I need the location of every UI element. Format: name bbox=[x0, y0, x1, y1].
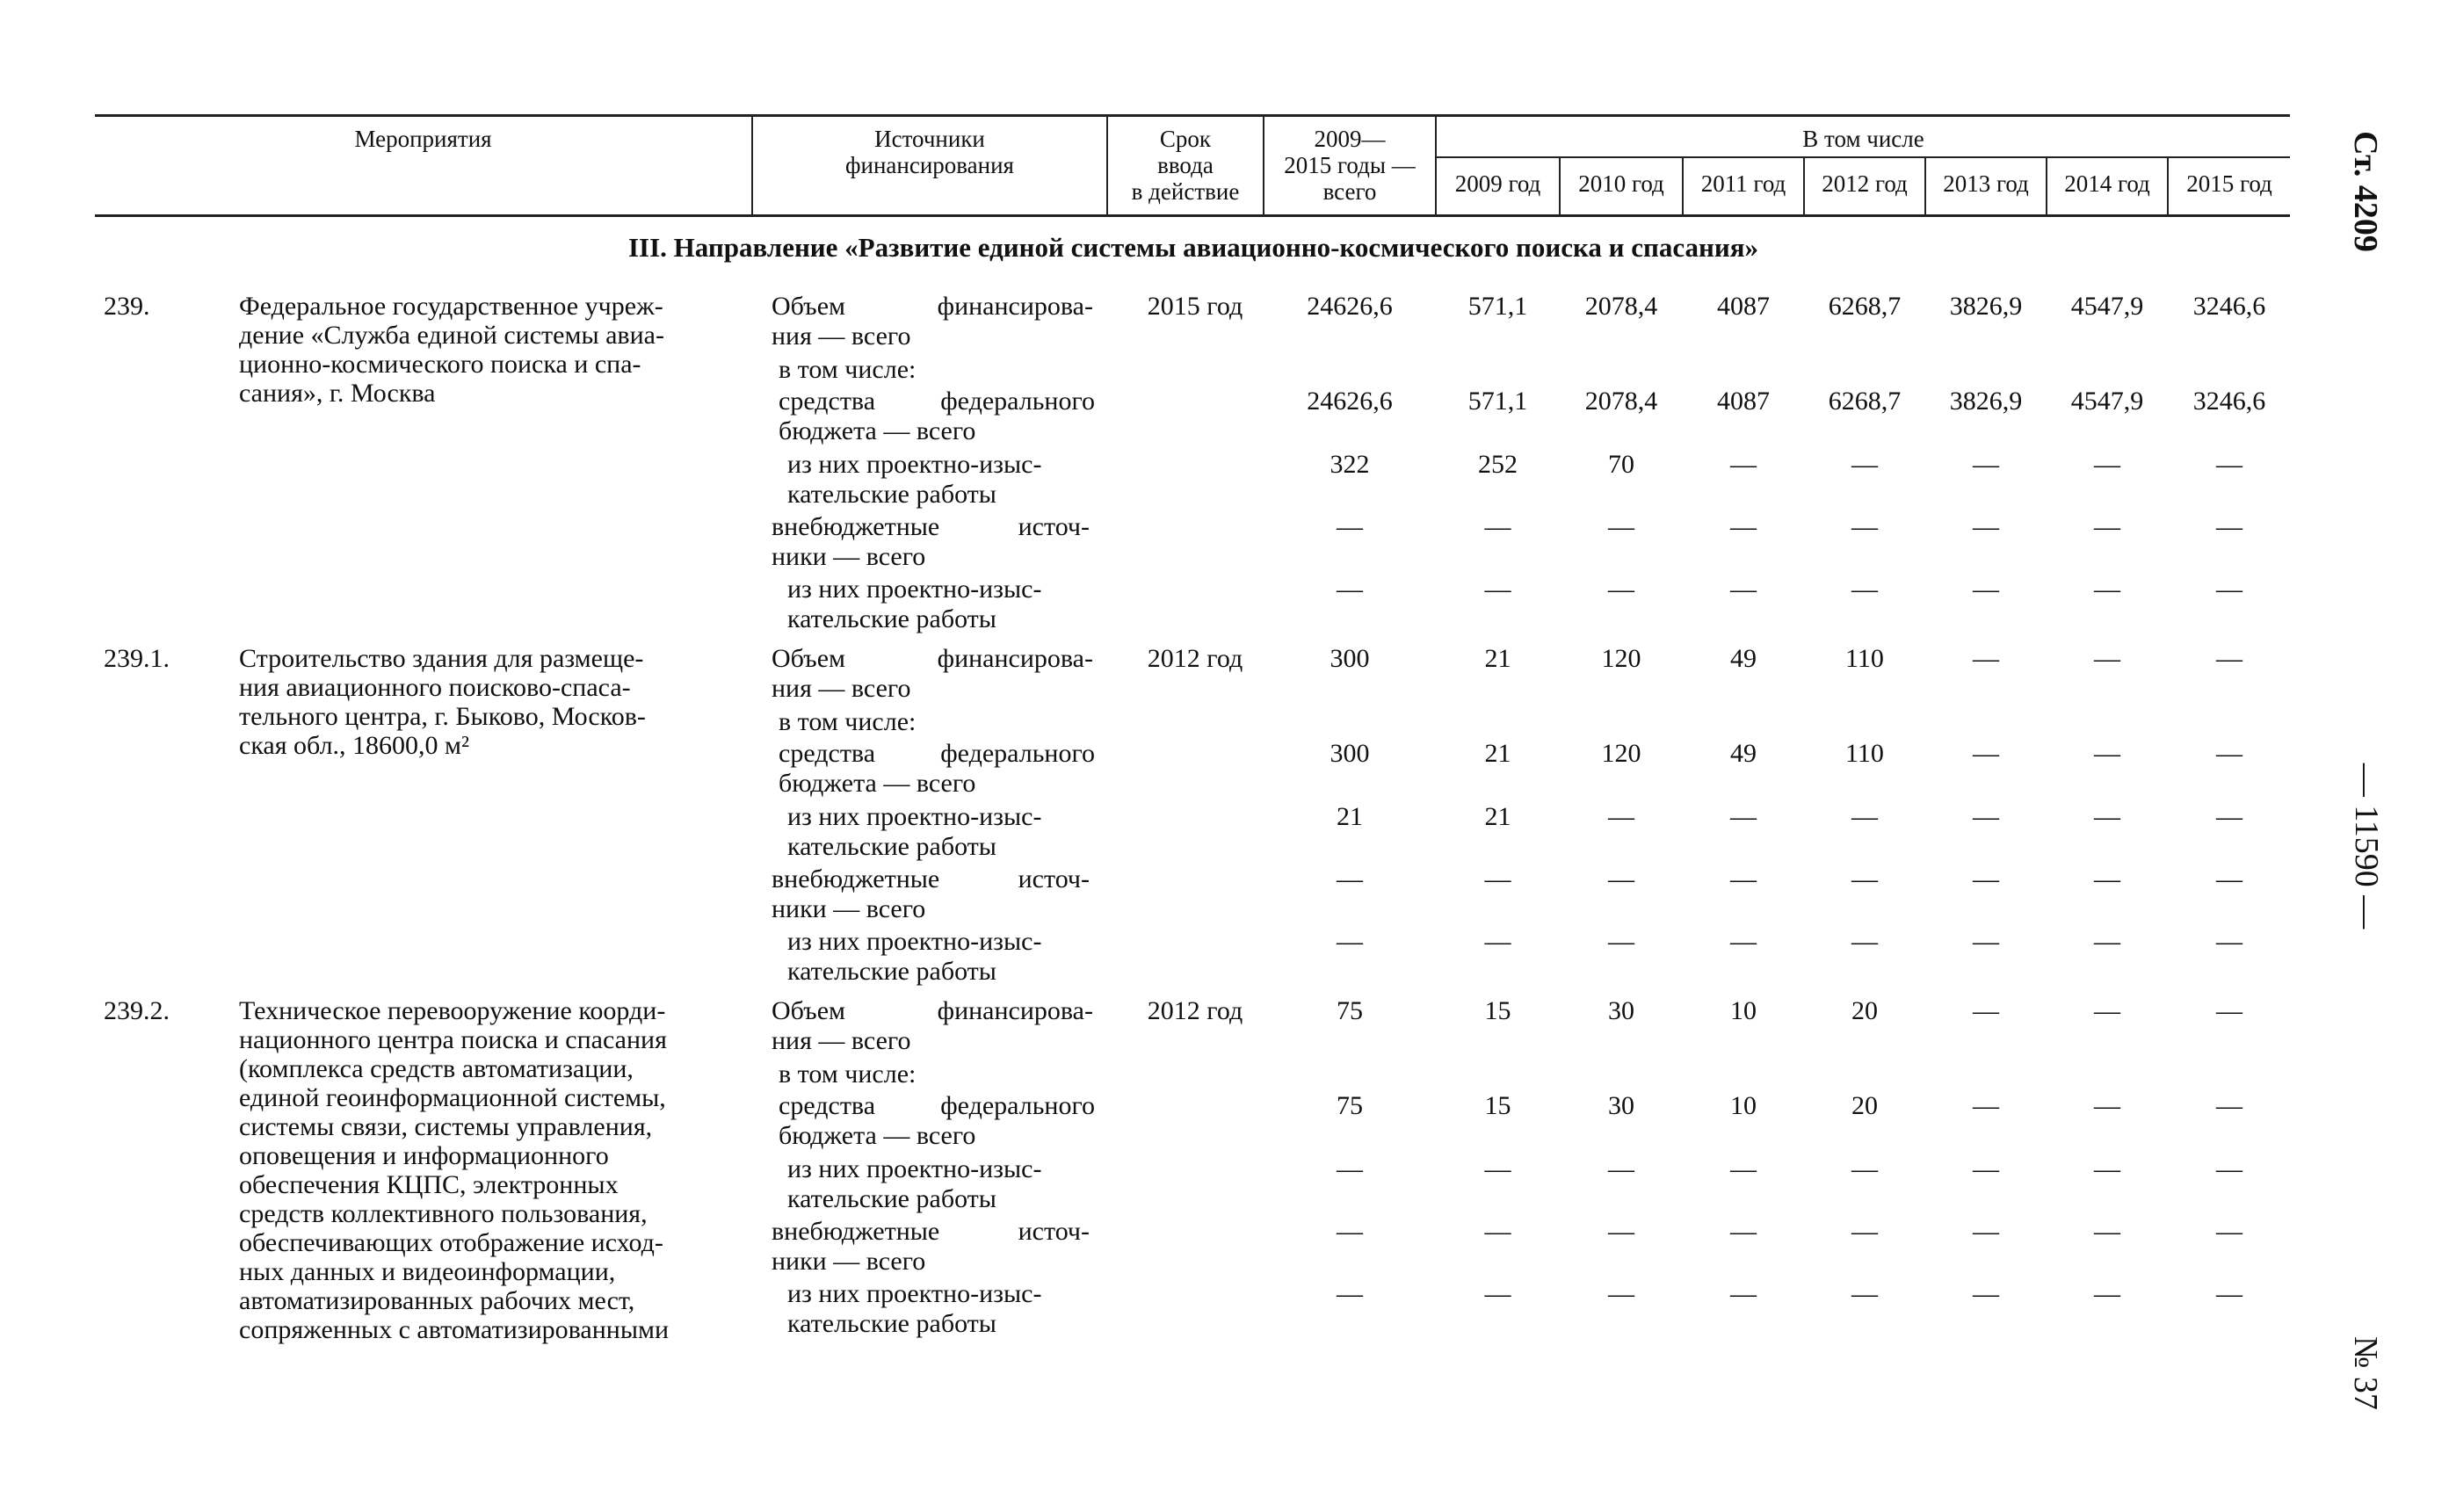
value-2014: — bbox=[2094, 1217, 2120, 1246]
value-2013: 3826,9 bbox=[1949, 387, 2023, 416]
label-line: бюджета — всего bbox=[779, 769, 976, 798]
value-2011: — bbox=[1730, 1217, 1757, 1246]
value-2010: 120 bbox=[1601, 739, 1641, 768]
value-2011: 49 bbox=[1730, 739, 1757, 768]
description-line: Техническое перевооружение коорди- bbox=[239, 996, 666, 1025]
value-2012: 110 bbox=[1845, 739, 1884, 768]
header-term-line: в действие bbox=[1131, 178, 1240, 205]
label-line: кательские работы bbox=[787, 604, 996, 633]
value-2015: — bbox=[2216, 575, 2243, 604]
value-2013: — bbox=[1973, 739, 1999, 768]
value-2010: — bbox=[1608, 575, 1634, 604]
item-term: 2015 год bbox=[1147, 292, 1243, 321]
header-term-line: Срок bbox=[1159, 126, 1212, 152]
description-line: автоматизированных рабочих мест, bbox=[239, 1286, 635, 1315]
label-part: Объем bbox=[772, 996, 845, 1025]
value-2013: — bbox=[1973, 644, 1999, 673]
label-line: ники — всего bbox=[772, 894, 926, 923]
label-line: ники — всего bbox=[772, 1247, 926, 1276]
source-label bbox=[787, 927, 1095, 987]
value-2010: 120 bbox=[1601, 644, 1641, 673]
value-2015: — bbox=[2216, 1217, 2243, 1246]
value-2015: — bbox=[2216, 1279, 2243, 1308]
value-2010: — bbox=[1608, 802, 1634, 831]
value-2013: 3826,9 bbox=[1949, 292, 2023, 321]
header-year: 2012 год bbox=[1822, 170, 1908, 197]
source-label bbox=[787, 450, 1095, 510]
description-line: сопряженных с автоматизированными bbox=[239, 1315, 670, 1344]
value-2010: 30 bbox=[1608, 996, 1634, 1025]
value-2011: 4087 bbox=[1717, 292, 1770, 321]
value-2012: — bbox=[1851, 865, 1878, 893]
item-description bbox=[239, 996, 736, 1344]
value-2013: — bbox=[1973, 927, 1999, 956]
value-2015: — bbox=[2216, 1154, 2243, 1183]
value-2011: — bbox=[1730, 1279, 1757, 1308]
value-2013: — bbox=[1973, 1091, 1999, 1120]
description-line: ных данных и видеоинформации, bbox=[239, 1257, 616, 1286]
header-year: 2009 год bbox=[1454, 170, 1541, 197]
value-2013: — bbox=[1973, 996, 1999, 1025]
value-2014: 4547,9 bbox=[2070, 387, 2144, 416]
value-total: — bbox=[1337, 1154, 1363, 1183]
source-label: в том числе: bbox=[779, 707, 917, 736]
source-label bbox=[772, 644, 1093, 704]
label-part: финансирова- bbox=[937, 996, 1093, 1025]
header-sub-rule bbox=[1435, 156, 2290, 158]
value-2011: 4087 bbox=[1717, 387, 1770, 416]
label-part: средства bbox=[779, 1091, 876, 1120]
value-2014: — bbox=[2094, 450, 2120, 479]
value-2010: — bbox=[1608, 865, 1634, 893]
value-2012: — bbox=[1851, 1154, 1878, 1183]
label-part: федерального bbox=[940, 387, 1095, 416]
label-part: внебюджетные bbox=[772, 865, 940, 893]
value-2012: — bbox=[1851, 1279, 1878, 1308]
value-2012: 6268,7 bbox=[1828, 292, 1902, 321]
section-title: III. Направление «Развитие единой системы авиационно-космического поиска и спасания» bbox=[627, 232, 1759, 263]
description-line: обеспечения КЦПС, электронных bbox=[239, 1170, 619, 1199]
value-2012: 110 bbox=[1845, 644, 1884, 673]
value-2011: — bbox=[1730, 512, 1757, 541]
description-line: средств коллективного пользования, bbox=[239, 1199, 648, 1228]
value-2011: 10 bbox=[1730, 1091, 1757, 1120]
value-total: — bbox=[1337, 865, 1363, 893]
header-including: В том числе bbox=[1802, 126, 1924, 152]
label-line: ния — всего bbox=[772, 674, 911, 703]
value-2010: 70 bbox=[1608, 450, 1634, 479]
value-total: — bbox=[1337, 1217, 1363, 1246]
value-2015: 3246,6 bbox=[2192, 387, 2266, 416]
value-total: 300 bbox=[1330, 644, 1370, 673]
label-line: кательские работы bbox=[787, 832, 996, 861]
item-number: 239.1. bbox=[104, 644, 170, 673]
value-2013: — bbox=[1973, 1217, 1999, 1246]
label-line: из них проектно-изыс- bbox=[787, 450, 1042, 479]
item-description bbox=[239, 644, 736, 760]
page-number: — 11590 — bbox=[2348, 763, 2385, 930]
description-line: ская обл., 18600,0 м² bbox=[239, 731, 470, 760]
value-2013: — bbox=[1973, 802, 1999, 831]
value-2015: — bbox=[2216, 644, 2243, 673]
value-2012: — bbox=[1851, 575, 1878, 604]
value-2012: — bbox=[1851, 512, 1878, 541]
source-label bbox=[787, 1154, 1095, 1214]
value-2010: — bbox=[1608, 1217, 1634, 1246]
value-2013: — bbox=[1973, 1279, 1999, 1308]
value-total: 300 bbox=[1330, 739, 1370, 768]
value-2012: — bbox=[1851, 450, 1878, 479]
value-2015: — bbox=[2216, 512, 2243, 541]
value-2015: — bbox=[2216, 865, 2243, 893]
value-2009: — bbox=[1484, 865, 1511, 893]
source-label bbox=[787, 802, 1095, 862]
value-total: — bbox=[1337, 575, 1363, 604]
label-part: Объем bbox=[772, 644, 845, 673]
header-events: Мероприятия bbox=[354, 126, 492, 152]
label-line: из них проектно-изыс- bbox=[787, 1279, 1042, 1308]
value-2015: — bbox=[2216, 927, 2243, 956]
value-total: 24626,6 bbox=[1307, 387, 1393, 416]
header-year: 2013 год bbox=[1943, 170, 2029, 197]
value-2009: — bbox=[1484, 1154, 1511, 1183]
header-bottom-rule bbox=[95, 214, 2290, 217]
source-label: в том числе: bbox=[779, 355, 917, 384]
header-sources-line: Источники bbox=[874, 126, 985, 152]
label-line: из них проектно-изыс- bbox=[787, 1154, 1042, 1183]
header-year: 2010 год bbox=[1578, 170, 1664, 197]
value-2009: — bbox=[1484, 927, 1511, 956]
value-2013: — bbox=[1973, 1154, 1999, 1183]
value-2009: — bbox=[1484, 1279, 1511, 1308]
value-2009: 571,1 bbox=[1467, 387, 1528, 416]
label-line: из них проектно-изыс- bbox=[787, 575, 1042, 604]
value-2009: 252 bbox=[1478, 450, 1518, 479]
value-2011: — bbox=[1730, 450, 1757, 479]
description-line: Строительство здания для размеще- bbox=[239, 644, 644, 673]
issue-number: № 37 bbox=[2347, 1336, 2384, 1410]
description-line: национного центра поиска и спасания bbox=[239, 1025, 667, 1054]
label-part: внебюджетные bbox=[772, 512, 940, 541]
source-label bbox=[772, 1217, 1093, 1277]
source-label: в том числе: bbox=[779, 1060, 917, 1089]
label-part: средства bbox=[779, 387, 876, 416]
value-2012: — bbox=[1851, 927, 1878, 956]
label-line: ния — всего bbox=[772, 1026, 911, 1055]
value-2010: 2078,4 bbox=[1584, 292, 1658, 321]
source-label bbox=[787, 1279, 1095, 1339]
header-total-line: 2015 годы — bbox=[1284, 152, 1416, 178]
header-year: 2015 год bbox=[2186, 170, 2272, 197]
value-2010: — bbox=[1608, 1279, 1634, 1308]
value-total: — bbox=[1337, 1279, 1363, 1308]
label-line: кательские работы bbox=[787, 1184, 996, 1213]
value-total: — bbox=[1337, 512, 1363, 541]
value-2014: — bbox=[2094, 739, 2120, 768]
value-2014: — bbox=[2094, 1154, 2120, 1183]
description-line: единой геоинформационной системы, bbox=[239, 1083, 666, 1112]
header-total bbox=[1264, 126, 1435, 205]
description-line: системы связи, системы управления, bbox=[239, 1112, 653, 1141]
description-line: оповещения и информационного bbox=[239, 1141, 609, 1170]
header-term-line: ввода bbox=[1157, 152, 1214, 178]
value-2015: — bbox=[2216, 996, 2243, 1025]
label-line: из них проектно-изыс- bbox=[787, 927, 1042, 956]
description-line: ния авиационного поисково-спаса- bbox=[239, 673, 631, 702]
label-part: Объем bbox=[772, 292, 845, 321]
value-2014: — bbox=[2094, 512, 2120, 541]
value-2014: 4547,9 bbox=[2070, 292, 2144, 321]
label-part: финансирова- bbox=[937, 644, 1093, 673]
value-2015: — bbox=[2216, 1091, 2243, 1120]
value-2010: — bbox=[1608, 927, 1634, 956]
label-line: кательские работы bbox=[787, 1309, 996, 1338]
value-2009: 21 bbox=[1484, 644, 1511, 673]
value-2011: — bbox=[1730, 1154, 1757, 1183]
header-sources-line: финансирования bbox=[845, 152, 1014, 178]
label-line: бюджета — всего bbox=[779, 416, 976, 445]
label-part: финансирова- bbox=[937, 292, 1093, 321]
item-number: 239. bbox=[104, 292, 150, 321]
label-part: источ- bbox=[1018, 1217, 1090, 1246]
value-2012: 20 bbox=[1851, 996, 1878, 1025]
value-2014: — bbox=[2094, 1279, 2120, 1308]
header-total-line: всего bbox=[1322, 178, 1377, 205]
value-2010: — bbox=[1608, 1154, 1634, 1183]
value-2010: 30 bbox=[1608, 1091, 1634, 1120]
source-label bbox=[787, 575, 1095, 634]
header-year: 2014 год bbox=[2064, 170, 2150, 197]
value-total: 322 bbox=[1330, 450, 1370, 479]
description-line: Федеральное государственное учреж- bbox=[239, 292, 663, 321]
value-2012: — bbox=[1851, 1217, 1878, 1246]
value-2014: — bbox=[2094, 575, 2120, 604]
value-2014: — bbox=[2094, 644, 2120, 673]
value-total: 75 bbox=[1337, 1091, 1363, 1120]
value-2009: — bbox=[1484, 575, 1511, 604]
value-2013: — bbox=[1973, 865, 1999, 893]
page-ref: Ст. 4209 bbox=[2347, 131, 2384, 252]
value-2015: 3246,6 bbox=[2192, 292, 2266, 321]
value-2009: — bbox=[1484, 512, 1511, 541]
header-year: 2011 год bbox=[1700, 170, 1786, 197]
description-line: дение «Служба единой системы авиа- bbox=[239, 321, 664, 350]
label-line: ники — всего bbox=[772, 542, 926, 571]
source-label bbox=[779, 387, 1095, 446]
label-part: внебюджетные bbox=[772, 1217, 940, 1246]
value-total: 75 bbox=[1337, 996, 1363, 1025]
value-2010: — bbox=[1608, 512, 1634, 541]
value-2010: 2078,4 bbox=[1584, 387, 1658, 416]
value-2009: 15 bbox=[1484, 996, 1511, 1025]
value-2011: 49 bbox=[1730, 644, 1757, 673]
label-part: федерального bbox=[940, 1091, 1095, 1120]
value-total: — bbox=[1337, 927, 1363, 956]
value-2012: 20 bbox=[1851, 1091, 1878, 1120]
header-term bbox=[1108, 126, 1263, 205]
value-2013: — bbox=[1973, 450, 1999, 479]
value-2012: 6268,7 bbox=[1828, 387, 1902, 416]
source-label bbox=[779, 739, 1095, 799]
value-2011: — bbox=[1730, 575, 1757, 604]
value-2014: — bbox=[2094, 802, 2120, 831]
value-total: 24626,6 bbox=[1307, 292, 1393, 321]
label-line: кательские работы bbox=[787, 480, 996, 509]
value-2009: 21 bbox=[1484, 802, 1511, 831]
source-label bbox=[772, 512, 1093, 572]
item-description bbox=[239, 292, 736, 408]
description-line: обеспечивающих отображение исход- bbox=[239, 1228, 663, 1257]
value-2011: — bbox=[1730, 802, 1757, 831]
value-2014: — bbox=[2094, 927, 2120, 956]
description-line: сания», г. Москва bbox=[239, 379, 436, 408]
label-part: источ- bbox=[1018, 512, 1090, 541]
description-line: ционно-космического поиска и спа- bbox=[239, 350, 641, 379]
value-2011: — bbox=[1730, 865, 1757, 893]
label-part: федерального bbox=[940, 739, 1095, 768]
value-2009: — bbox=[1484, 1217, 1511, 1246]
value-2011: — bbox=[1730, 927, 1757, 956]
item-number: 239.2. bbox=[104, 996, 170, 1025]
value-2011: 10 bbox=[1730, 996, 1757, 1025]
value-2015: — bbox=[2216, 739, 2243, 768]
source-label bbox=[779, 1091, 1095, 1151]
description-line: тельного центра, г. Быково, Москов- bbox=[239, 702, 646, 731]
header-total-line: 2009— bbox=[1314, 126, 1386, 152]
label-part: источ- bbox=[1018, 865, 1090, 893]
header-sources bbox=[753, 126, 1106, 178]
value-2015: — bbox=[2216, 450, 2243, 479]
item-term: 2012 год bbox=[1147, 644, 1243, 673]
label-line: ния — всего bbox=[772, 322, 911, 351]
label-line: бюджета — всего bbox=[779, 1121, 976, 1150]
value-2009: 15 bbox=[1484, 1091, 1511, 1120]
value-2009: 571,1 bbox=[1467, 292, 1528, 321]
description-line: (комплекса средств автоматизации, bbox=[239, 1054, 634, 1083]
source-label bbox=[772, 996, 1093, 1056]
value-2013: — bbox=[1973, 575, 1999, 604]
label-line: из них проектно-изыс- bbox=[787, 802, 1042, 831]
value-2014: — bbox=[2094, 996, 2120, 1025]
value-2012: — bbox=[1851, 802, 1878, 831]
value-total: 21 bbox=[1337, 802, 1363, 831]
label-part: средства bbox=[779, 739, 876, 768]
value-2015: — bbox=[2216, 802, 2243, 831]
value-2014: — bbox=[2094, 865, 2120, 893]
source-label bbox=[772, 865, 1093, 924]
label-line: кательские работы bbox=[787, 957, 996, 986]
value-2013: — bbox=[1973, 512, 1999, 541]
source-label bbox=[772, 292, 1093, 351]
header-top-rule bbox=[95, 114, 2290, 117]
value-2014: — bbox=[2094, 1091, 2120, 1120]
item-term: 2012 год bbox=[1147, 996, 1243, 1025]
value-2009: 21 bbox=[1484, 739, 1511, 768]
